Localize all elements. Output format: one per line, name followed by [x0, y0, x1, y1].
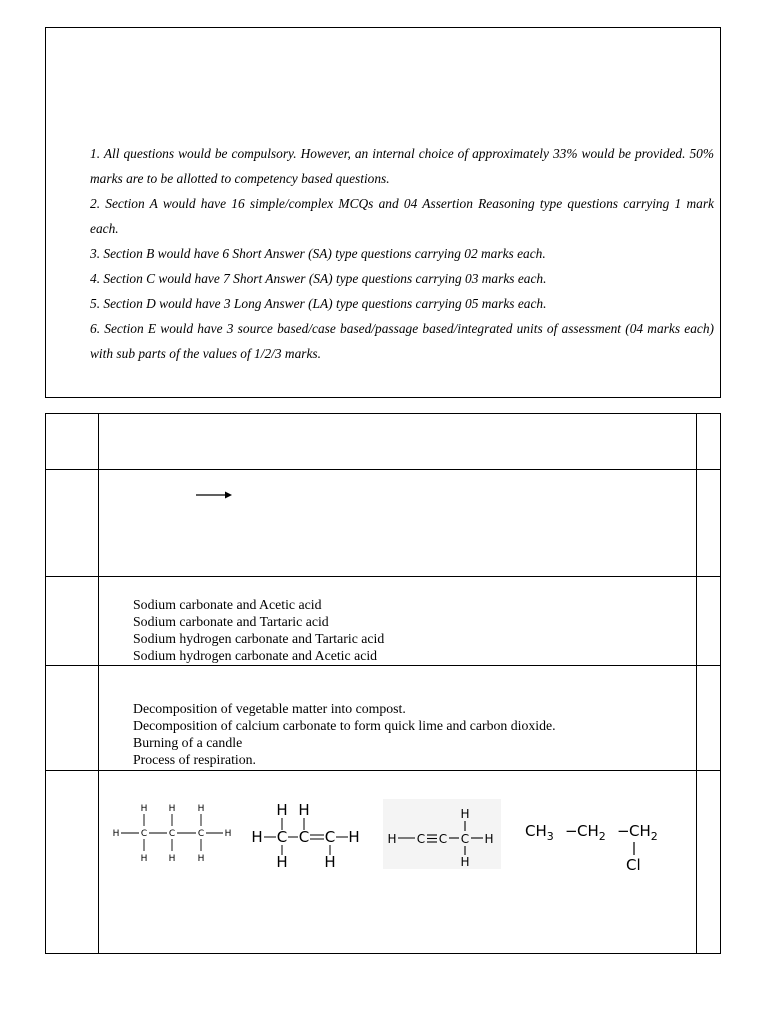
- svg-text:H: H: [276, 853, 288, 869]
- instruction-3: 3. Section B would have 6 Short Answer (SA) type questions carrying 02 marks each.: [90, 246, 546, 261]
- option-a: Decomposition of vegetable matter into compost.: [133, 701, 406, 716]
- instruction-4: 4. Section C would have 7 Short Answer (SA) type questions carrying 03 marks each.: [90, 271, 547, 286]
- svg-text:H: H: [197, 854, 205, 864]
- process-options: [133, 700, 556, 768]
- instructions-box: [45, 27, 721, 398]
- svg-text:H: H: [460, 855, 470, 869]
- propyne-structure: [383, 799, 501, 869]
- svg-text:C: C: [140, 829, 148, 839]
- right-arrow-icon: [196, 490, 232, 500]
- svg-text:H: H: [168, 854, 176, 864]
- svg-text:H: H: [276, 801, 288, 819]
- svg-text:C: C: [298, 828, 310, 846]
- svg-text:H: H: [251, 828, 263, 846]
- row-divider: [46, 576, 720, 577]
- svg-text:C: C: [168, 829, 176, 839]
- option-b: Sodium carbonate and Tartaric acid: [133, 614, 329, 629]
- propene-structure: [248, 799, 368, 869]
- option-c: Burning of a candle: [133, 735, 243, 750]
- row-divider: [46, 665, 720, 666]
- svg-text:H: H: [112, 829, 120, 839]
- svg-text:H: H: [224, 829, 232, 839]
- svg-text:H: H: [324, 853, 336, 869]
- svg-text:CH2: $CH_2$: [577, 822, 606, 843]
- svg-text:Cl: Cl: [626, 856, 641, 874]
- instruction-6: 6. Section E would have 3 source based/case based/passage based/integrated units of assessment (04 marks each) with sub parts of the values of 1/2/3 marks.: [90, 321, 714, 361]
- svg-text:C: C: [197, 829, 205, 839]
- svg-text:−: −: [565, 822, 578, 840]
- svg-text:H: H: [348, 828, 360, 846]
- svg-text:H: H: [460, 807, 470, 821]
- svg-text:C: C: [324, 828, 336, 846]
- svg-text:H: H: [298, 801, 310, 819]
- svg-text:C: C: [276, 828, 288, 846]
- svg-text:C: C: [460, 832, 470, 846]
- option-d: Process of respiration.: [133, 752, 256, 767]
- row-divider: [46, 469, 720, 470]
- acid-base-options: [133, 596, 384, 664]
- svg-text:H: H: [484, 832, 494, 846]
- chloropropane-structure: [521, 816, 666, 874]
- instruction-2: 2. Section A would have 16 simple/complex MCQs and 04 Assertion Reasoning type questions carrying 1 mark each.: [90, 196, 714, 236]
- svg-text:H: H: [197, 804, 205, 814]
- instruction-5: 5. Section D would have 3 Long Answer (LA) type questions carrying 05 marks each.: [90, 296, 547, 311]
- propane-structure: [110, 799, 240, 865]
- column-divider-right: [696, 414, 697, 953]
- option-c: Sodium hydrogen carbonate and Tartaric acid: [133, 631, 385, 646]
- svg-text:H: H: [140, 854, 148, 864]
- svg-text:−: −: [617, 822, 630, 840]
- option-a: Sodium carbonate and Acetic acid: [133, 597, 322, 612]
- svg-text:C: C: [416, 832, 426, 846]
- instructions-text: [90, 141, 714, 366]
- svg-text:CH2: $CH_2$: [629, 822, 658, 843]
- svg-text:H: H: [387, 832, 397, 846]
- svg-text:C: C: [438, 832, 448, 846]
- option-d: Sodium hydrogen carbonate and Acetic acid: [133, 648, 378, 663]
- question-table: [45, 413, 721, 954]
- svg-text:H: H: [140, 804, 148, 814]
- svg-text:CH3: $CH_3$: [525, 822, 554, 843]
- instruction-1: 1. All questions would be compulsory. However, an internal choice of approximately 33% would be provided. 50% marks are to be allotted to competency based questions.: [90, 146, 714, 186]
- svg-text:H: H: [168, 804, 176, 814]
- option-b: Decomposition of calcium carbonate to form quick lime and carbon dioxide.: [133, 718, 556, 733]
- row-divider: [46, 770, 720, 771]
- column-divider-left: [98, 414, 99, 953]
